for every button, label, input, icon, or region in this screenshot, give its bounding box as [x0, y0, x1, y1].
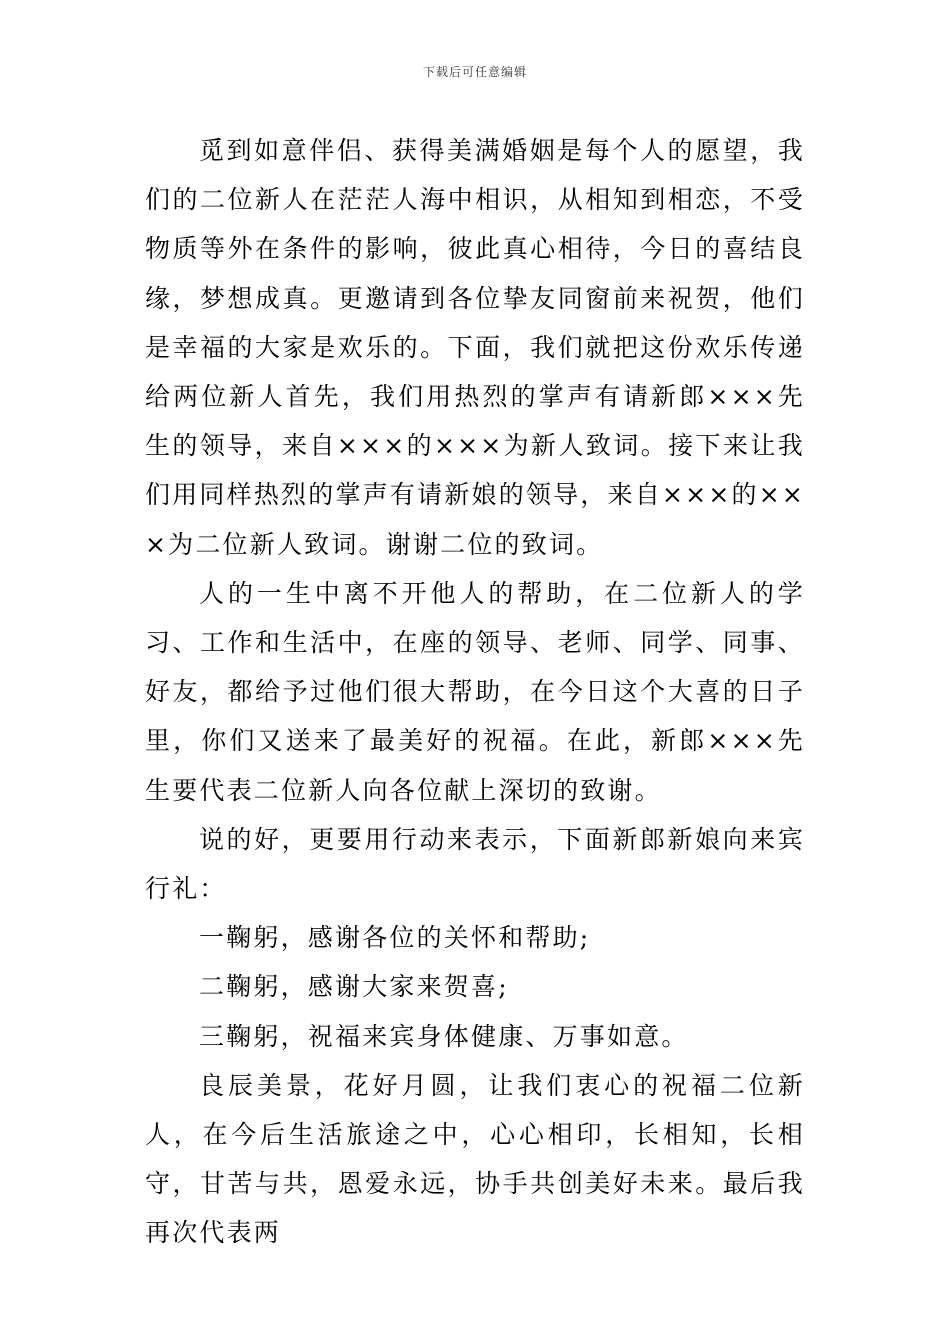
paragraph-wedding-intro: 觅到如意伴侣、获得美满婚姻是每个人的愿望，我们的二位新人在茫茫人海中相识，从相知到相恋，不受物质等外在条件的影响，彼此真心相待，今日的喜结良缘，梦想成真。更邀请到各位挚友同窗前来祝贺，他们是幸福的大家是欢乐的。下面，我们就把这份欢乐传递给两位新人首先，我们用热烈的掌声有请新郎×××先生的领导，来自×××的×××为新人致词。接下来让我们用同样热烈的掌声有请新娘的领导，来自×××的×××为二位新人致词。谢谢二位的致词。 [145, 136, 805, 559]
page-header-note: 下载后可任意编辑 [422, 65, 527, 79]
paragraph-bow-intro: 说的好，更要用行动来表示，下面新郎新娘向来宾行礼： [145, 824, 805, 904]
paragraph-thanks-guests: 人的一生中离不开他人的帮助，在二位新人的学习、工作和生活中，在座的领导、老师、同学、同事、好友，都给予过他们很大帮助，在今日这个大喜的日子里，你们又送来了最美好的祝福。在此，新郎×××先生要代表二位新人向各位献上深切的致谢。 [145, 578, 805, 805]
paragraph-blessing: 良辰美景，花好月圆，让我们衷心的祝福二位新人，在今后生活旅途之中，心心相印，长相知，长相守，甘苦与共，恩爱永远，协手共创美好未来。最后我再次代表两 [145, 1070, 805, 1248]
paragraph-third-bow: 三鞠躬，祝福来宾身体健康、万事如意。 [199, 1021, 689, 1051]
paragraph-first-bow: 一鞠躬，感谢各位的关怀和帮助; [199, 923, 591, 953]
paragraph-second-bow: 二鞠躬，感谢大家来贺喜; [199, 972, 509, 1002]
document-body [145, 126, 805, 1258]
